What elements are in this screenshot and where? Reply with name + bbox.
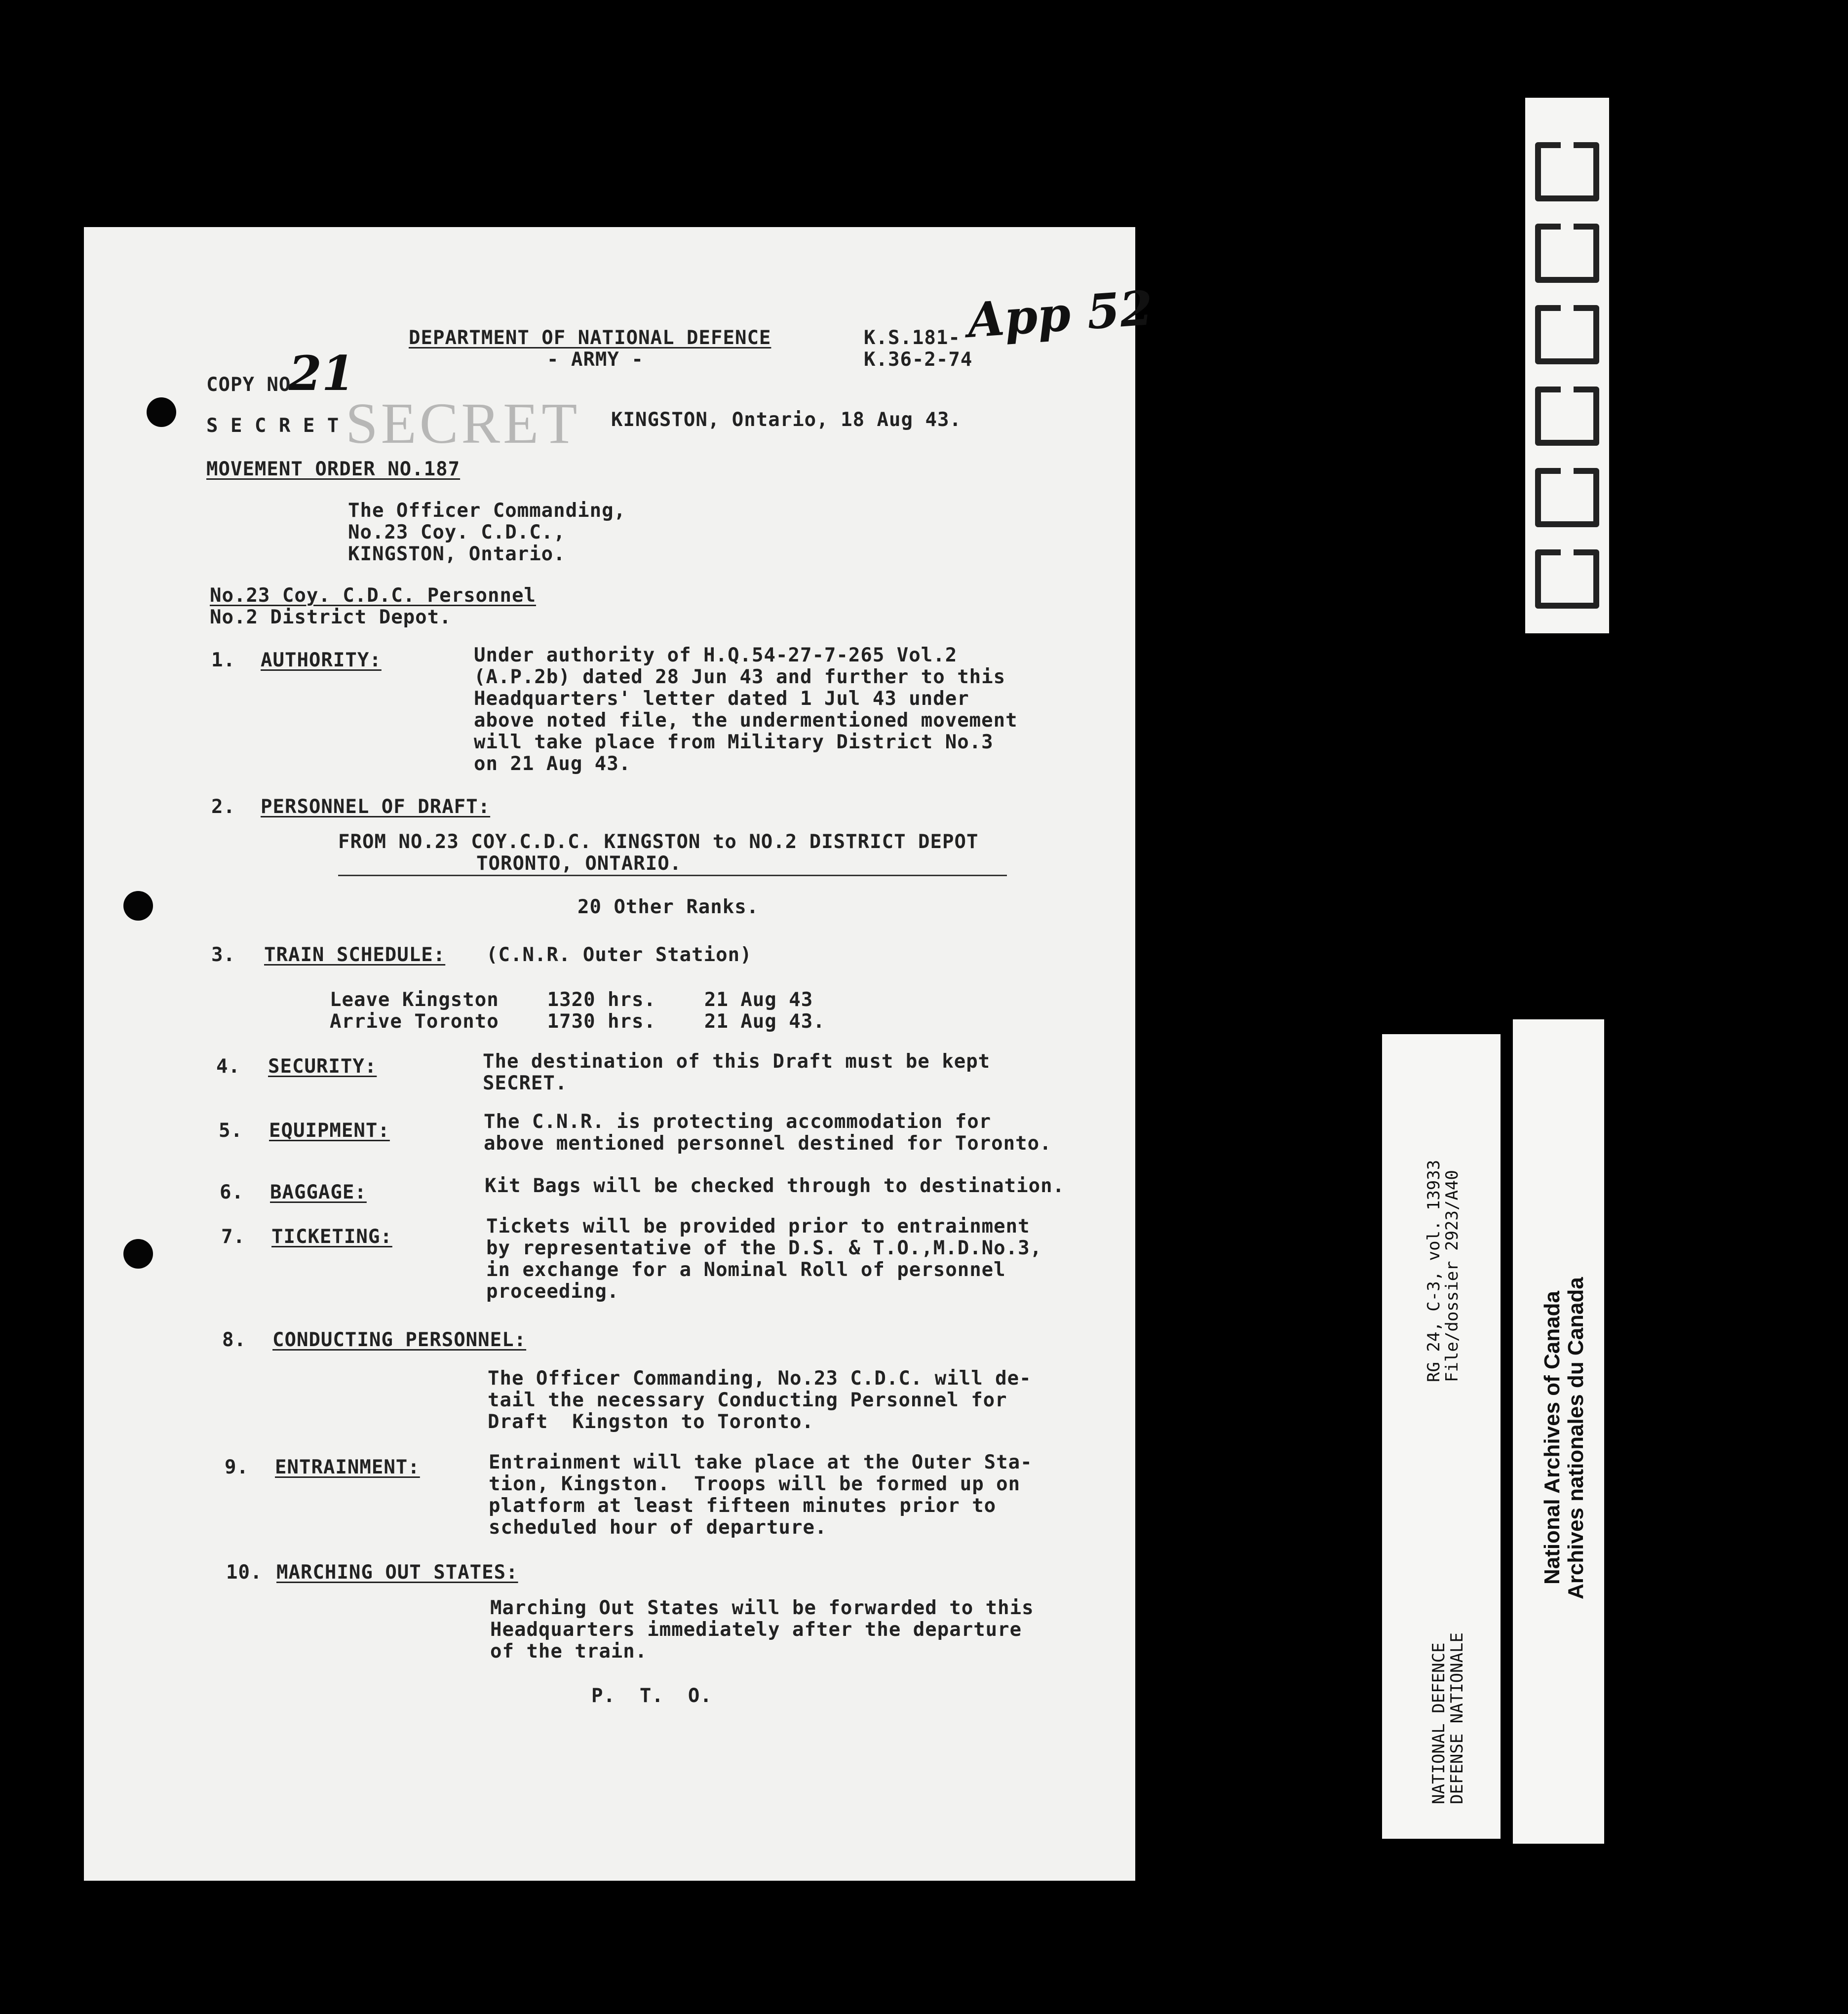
section-text: above mentioned personnel destined for Toronto.	[484, 1132, 1052, 1155]
counter-digit	[1535, 387, 1599, 446]
section-text: above noted file, the undermentioned movement	[474, 709, 1018, 732]
national-archives-en: National Archives of Canada	[1540, 1291, 1564, 1585]
section-number: 4.	[216, 1055, 240, 1078]
counter-digit	[1535, 549, 1599, 609]
section-text: (C.N.R. Outer Station)	[486, 944, 752, 966]
section-text: Kit Bags will be checked through to destination.	[485, 1175, 1065, 1197]
punch-hole	[123, 1239, 153, 1269]
section-text: Headquarters' letter dated 1 Jul 43 under	[474, 688, 969, 710]
section-number: 8.	[222, 1329, 246, 1351]
secret-stamp: SECRET	[346, 391, 580, 456]
section-text: SECRET.	[483, 1072, 568, 1094]
section-text: 20 Other Ranks.	[578, 896, 759, 918]
section-title-equipment: EQUIPMENT:	[269, 1120, 390, 1142]
section-text: The C.N.R. is protecting accommodation for	[484, 1111, 992, 1133]
file-reference-1: K.S.181-	[864, 327, 961, 349]
section-text: Marching Out States will be forwarded to this	[490, 1597, 1034, 1619]
section-number: 10.	[226, 1561, 263, 1584]
section-text: Under authority of H.Q.54-27-7-265 Vol.2	[474, 644, 958, 666]
section-number: 3.	[211, 944, 235, 966]
national-archives-fr: Archives nationales du Canada	[1564, 1277, 1588, 1599]
punch-hole	[123, 891, 153, 921]
section-title-conducting-personnel: CONDUCTING PERSONNEL:	[272, 1329, 527, 1351]
order-title: MOVEMENT ORDER NO.187	[206, 458, 461, 480]
section-text: tion, Kingston. Troops will be formed up on	[489, 1473, 1021, 1495]
section-text: platform at least fifteen minutes prior to	[489, 1495, 997, 1517]
section-text: in exchange for a Nominal Roll of personnel	[486, 1259, 1006, 1281]
counter-digit	[1535, 305, 1599, 364]
addressee-line: KINGSTON, Ontario.	[348, 543, 566, 565]
department-label-en: NATIONAL DEFENCE	[1429, 1642, 1449, 1804]
schedule-row: Arrive Toronto 1730 hrs. 21 Aug 43.	[330, 1010, 825, 1033]
branch-heading: - ARMY -	[547, 349, 644, 371]
subject-line: No.23 Coy. C.D.C. Personnel	[210, 584, 536, 607]
department-heading: DEPARTMENT OF NATIONAL DEFENCE	[409, 327, 771, 349]
counter-digit	[1535, 142, 1599, 201]
section-text: proceeding.	[486, 1280, 619, 1303]
schedule-row: Leave Kingston 1320 hrs. 21 Aug 43	[330, 989, 813, 1011]
section-text: Headquarters immediately after the departure	[490, 1619, 1022, 1641]
file-reference-2: K.36-2-74	[864, 349, 973, 371]
section-number: 6.	[220, 1181, 244, 1203]
copy-number: 21	[289, 346, 355, 401]
archive-reference-line-2: File/dossier 2923/A40	[1442, 1170, 1462, 1382]
addressee-line: No.23 Coy. C.D.C.,	[348, 521, 566, 543]
section-number: 2.	[211, 796, 235, 818]
section-text: on 21 Aug 43.	[474, 753, 631, 775]
section-title-security: SECURITY:	[268, 1055, 377, 1078]
counter-digit	[1535, 224, 1599, 283]
section-text: The Officer Commanding, No.23 C.D.C. will de-	[488, 1367, 1032, 1390]
section-text: Draft Kingston to Toronto.	[488, 1411, 814, 1433]
punch-hole	[147, 397, 176, 427]
copy-label: COPY NO	[206, 374, 291, 396]
section-number: 9.	[225, 1456, 249, 1478]
section-text: Entrainment will take place at the Outer Sta-	[489, 1451, 1033, 1473]
section-number: 1.	[211, 649, 235, 671]
department-label-fr: DEFENSE NATIONALE	[1447, 1632, 1467, 1804]
page-turn-note: P. T. O.	[591, 1685, 712, 1707]
section-title-personnel: PERSONNEL OF DRAFT:	[261, 796, 491, 818]
section-number: 7.	[221, 1226, 245, 1248]
section-text: of the train.	[490, 1640, 648, 1663]
frame-counter-strip	[1525, 98, 1609, 633]
section-text: TORONTO, ONTARIO.	[476, 852, 682, 875]
section-title-entrainment: ENTRAINMENT:	[275, 1456, 420, 1478]
subject-line: No.2 District Depot.	[210, 606, 452, 628]
classification: S E C R E T	[206, 415, 340, 437]
archive-reference-line-1: RG 24, C-3, vol. 13933	[1424, 1160, 1444, 1382]
section-title-train-schedule: TRAIN SCHEDULE:	[264, 944, 446, 966]
section-text: (A.P.2b) dated 28 Jun 43 and further to this	[474, 666, 1006, 688]
section-text: Tickets will be provided prior to entrainment	[486, 1215, 1030, 1238]
section-title-baggage: BAGGAGE:	[270, 1181, 367, 1203]
section-title-authority: AUTHORITY:	[261, 649, 382, 671]
section-text: tail the necessary Conducting Personnel for	[488, 1389, 1007, 1411]
section-title-marching-out-states: MARCHING OUT STATES:	[276, 1561, 518, 1584]
section-text: scheduled hour of departure.	[489, 1516, 827, 1539]
section-text: will take place from Military District No.3	[474, 731, 994, 753]
addressee-line: The Officer Commanding,	[348, 500, 626, 522]
section-title-ticketing: TICKETING:	[271, 1226, 392, 1248]
section-text: by representative of the D.S. & T.O.,M.D.No.3,	[486, 1237, 1042, 1259]
section-number: 5.	[219, 1120, 243, 1142]
section-text: FROM NO.23 COY.C.D.C. KINGSTON to NO.2 DISTRICT DEPOT	[338, 831, 979, 853]
handwritten-appendix-note: App 52	[965, 280, 1155, 349]
underline-rule	[338, 875, 1007, 876]
counter-digit	[1535, 468, 1599, 527]
section-text: The destination of this Draft must be kept	[483, 1050, 991, 1073]
place-date: KINGSTON, Ontario, 18 Aug 43.	[611, 409, 962, 431]
